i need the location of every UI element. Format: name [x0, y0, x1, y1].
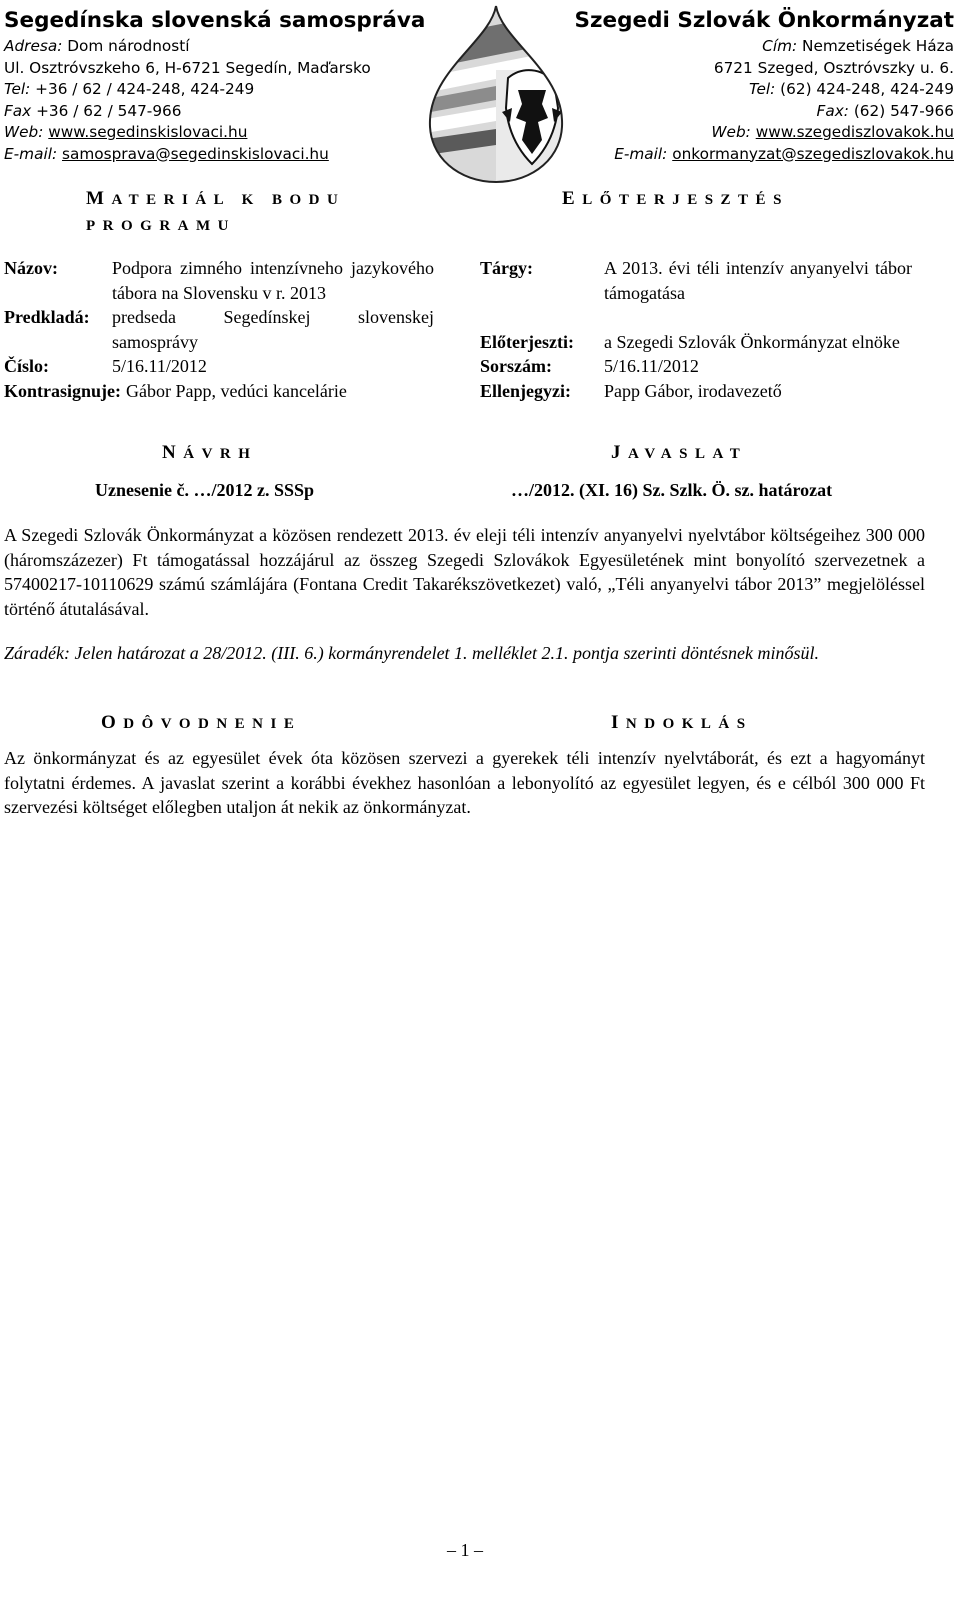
tel-line-sk [4, 79, 424, 101]
address-label: Cím: [762, 37, 798, 55]
tel-value: (62) 424-248, 424-249 [780, 80, 954, 98]
decision-number-hu: …/2012. (XI. 16) Sz. Szlk. Ö. sz. határozat [511, 480, 833, 500]
number-label: Sorszám: [480, 356, 552, 376]
email-link-hu[interactable]: onkormanyzat@szegediszlovakok.hu [672, 144, 954, 163]
presenter-label: Predkladá: [4, 307, 90, 327]
subject-value: A 2013. évi téli intenzív anyanyelvi tábor támogatása [604, 258, 912, 303]
heading-javaslat: JAVASLAT [611, 442, 748, 463]
heading-material-line1: MATERIÁL K BODU [86, 188, 346, 209]
heading-material-line2: PROGRAMU [86, 218, 236, 234]
street-line-sk: Ul. Osztróvszkeho 6, H-6721 Segedín, Maďarsko [4, 58, 371, 77]
address-line-sk [4, 36, 424, 58]
meta-block-sk [4, 256, 434, 403]
meta-row-cosign [4, 379, 434, 404]
meta-row-number [480, 354, 912, 379]
meta-row-subject [480, 256, 912, 305]
fax-label: Fax [4, 101, 32, 120]
fax-label: Fax: [816, 101, 849, 120]
email-line-sk [4, 144, 424, 166]
heading-indoklas: INDOKLÁS [611, 712, 753, 733]
clause-paragraph: Záradék: Jelen határozat a 28/2012. (III. 6.) kormányrendelet 1. melléklet 2.1. pontja szerinti döntésnek minősül. [4, 643, 820, 663]
meta-row-presenter [4, 305, 434, 354]
tel-label: Tel: [4, 80, 31, 98]
decision-number-sk: Uznesenie č. …/2012 z. SSSp [95, 480, 315, 500]
heading-odovodnenie: ODÔVODNENIE [101, 712, 302, 733]
street-line-hu: 6721 Szeged, Osztróvszky u. 6. [713, 58, 954, 77]
presenter-label: Előterjeszti: [480, 331, 574, 352]
meta-row-cosign [480, 379, 912, 404]
subject-label: Tárgy: [480, 258, 533, 278]
header-left [4, 6, 424, 165]
fax-value: +36 / 62 / 547-966 [36, 101, 182, 120]
web-link-hu[interactable]: www.szegediszlovakok.hu [755, 123, 954, 141]
org-title-sk: Segedínska slovenská samospráva [4, 8, 426, 33]
email-label: E-mail: [614, 144, 668, 163]
web-label: Web: [4, 123, 44, 141]
address-value: Dom národností [67, 37, 190, 55]
cosign-label: Kontrasignuje: [4, 380, 121, 401]
cosign-label: Ellenjegyzi: [480, 380, 571, 401]
name-value: Podpora zimného intenzívneho jazykového tábora na Slovensku v r. 2013 [112, 258, 434, 303]
fax-line-hu [534, 101, 954, 123]
tel-value: +36 / 62 / 424-248, 424-249 [35, 80, 255, 98]
tel-label: Tel: [749, 80, 776, 98]
org-title-hu: Szegedi Szlovák Önkormányzat [574, 8, 954, 33]
meta-row-number [4, 354, 434, 379]
number-value: 5/16.11/2012 [112, 356, 207, 376]
address-line-hu [534, 36, 954, 58]
email-link-sk[interactable]: samosprava@segedinskislovaci.hu [62, 144, 329, 163]
fax-value: (62) 547-966 [853, 101, 954, 120]
address-label: Adresa: [4, 37, 63, 55]
presenter-value: predseda Segedínskej slovenskej samosprávy [112, 307, 434, 352]
reason-paragraph: Az önkormányzat és az egyesület évek óta közösen szervezi a gyerekek téli intenzív nyelvtáborát, és ezt a hagyományt folytatni érdemes. A javaslat szerint a korábbi évekhez hasonlóan a lebonyolító az egyesület legyen, és e célból 300 000 Ft szervezési költséget előlegben utaljon át nekik az önkormányzat. [4, 748, 925, 817]
presenter-value: a Szegedi Szlovák Önkormányzat elnöke [604, 331, 900, 352]
number-label: Číslo: [4, 356, 49, 376]
meta-row-presenter [480, 330, 912, 355]
web-link-sk[interactable]: www.segedinskislovaci.hu [48, 123, 248, 141]
tel-line-hu [534, 79, 954, 101]
heading-material [86, 186, 345, 239]
meta-block-hu [480, 256, 912, 403]
address-value: Nemzetiségek Háza [802, 37, 954, 55]
cosign-value: Papp Gábor, irodavezető [604, 380, 782, 401]
heading-eloterjesztes: ELŐTERJESZTÉS [562, 188, 789, 209]
web-line-hu [534, 122, 954, 144]
number-value: 5/16.11/2012 [604, 356, 699, 376]
web-label: Web: [711, 123, 751, 141]
resolution-paragraph: A Szegedi Szlovák Önkormányzat a közösen rendezett 2013. év eleji téli intenzív anyanyelvi nyelvtábor költségeihez 300 000 (háromszázezer) Ft támogatással hozzájárul az összeg Szegedi Szlovákok Egyesületének mint bonyolító szervezetnek a 57400217-10110629 számú számlájára (Fontana Credit Takarékszövetkezet) való, „Téli anyanyelvi tábor 2013” megjelöléssel történő átutalásával. [4, 525, 925, 619]
page-number: – 1 – [447, 1540, 483, 1560]
cosign-value: Gábor Papp, vedúci kancelárie [126, 380, 347, 401]
email-line-hu [534, 144, 954, 166]
heading-navrh: NÁVRH [162, 442, 258, 463]
email-label: E-mail: [4, 144, 58, 163]
meta-row-name [4, 256, 434, 305]
name-label: Názov: [4, 258, 58, 278]
web-line-sk [4, 122, 424, 144]
fax-line-sk [4, 101, 424, 123]
header-right [534, 6, 954, 165]
